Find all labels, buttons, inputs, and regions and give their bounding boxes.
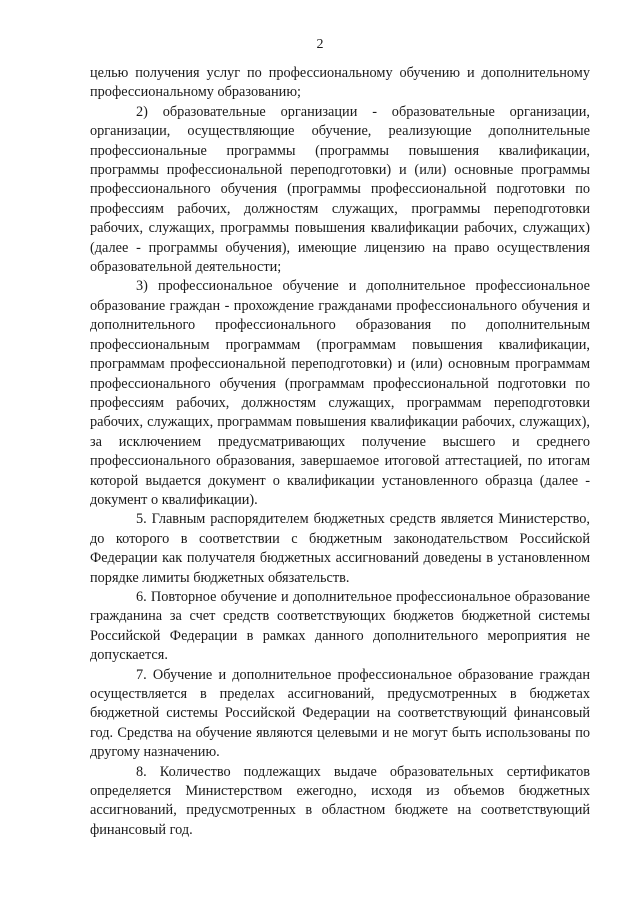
paragraph-clause-6: 6. Повторное обучение и дополнительное профессиональное образование гражданина за счет средств соответствующих бюджетов бюджетной системы Российской Федерации в рамках данного дополнительного мероприятия не допускается. <box>90 588 590 664</box>
paragraph-clause-7: 7. Обучение и дополнительное профессиональное образование граждан осуществляется в пределах ассигнований, предусмотренных в бюджетах бюджетной системы Российской Федерации на соответствующий финансовый год. Средства на обучение являются целевыми и не могут быть использованы по другому назначению. <box>90 666 590 761</box>
page-number: 2 <box>316 37 324 52</box>
document-body <box>90 64 590 840</box>
paragraph-item-3: 3) профессиональное обучение и дополнительное профессиональное образование граждан - прохождение гражданами профессионального обучения и дополнительного профессионального образования по дополнительным профессиональным программам (программам повышения квалификации, программам профессиональной переподготовки) и (или) основным программам профессионального обучения (программам профессиональной подготовки по профессиям рабочих, должностям служащих, программам переподготовки рабочих, служащих, программам повышения квалификации рабочих, служащих), за исключением предусматривающих получение высшего и среднего профессионального образования, завершаемое итоговой аттестацией, по итогам которой выдается документ о квалификации установленного образца (далее - документ о квалификации). <box>90 278 590 508</box>
paragraph-item-2: 2) образовательные организации - образовательные организации, организации, осуществляющие обучение, реализующие дополнительные профессиональные программы (программы повышения квалификации, программы профессиональной переподготовки) и (или) основные программы профессионального обучения (программы профессиональной подготовки по профессиям рабочих, должностям служащих, программы переподготовки рабочих, служащих, программы повышения квалификации рабочих, служащих) (далее - программы обучения), имеющие лицензию на право осуществления образовательной деятельности; <box>90 103 590 276</box>
paragraph-clause-5: 5. Главным распорядителем бюджетных средств является Министерство, до которого в соответствии с бюджетным законодательством Российской Федерации как получателя бюджетных ассигнований доведены в установленном порядке лимиты бюджетных обязательств. <box>90 511 590 586</box>
paragraph-clause-8: 8. Количество подлежащих выдаче образовательных сертификатов определяется Министерством ежегодно, исходя из объемов бюджетных ассигнований, предусмотренных в областном бюджете на соответствующий финансовый год. <box>90 763 590 838</box>
paragraph-continuation: целью получения услуг по профессиональному обучению и дополнительному профессиональному образованию; <box>90 65 590 101</box>
